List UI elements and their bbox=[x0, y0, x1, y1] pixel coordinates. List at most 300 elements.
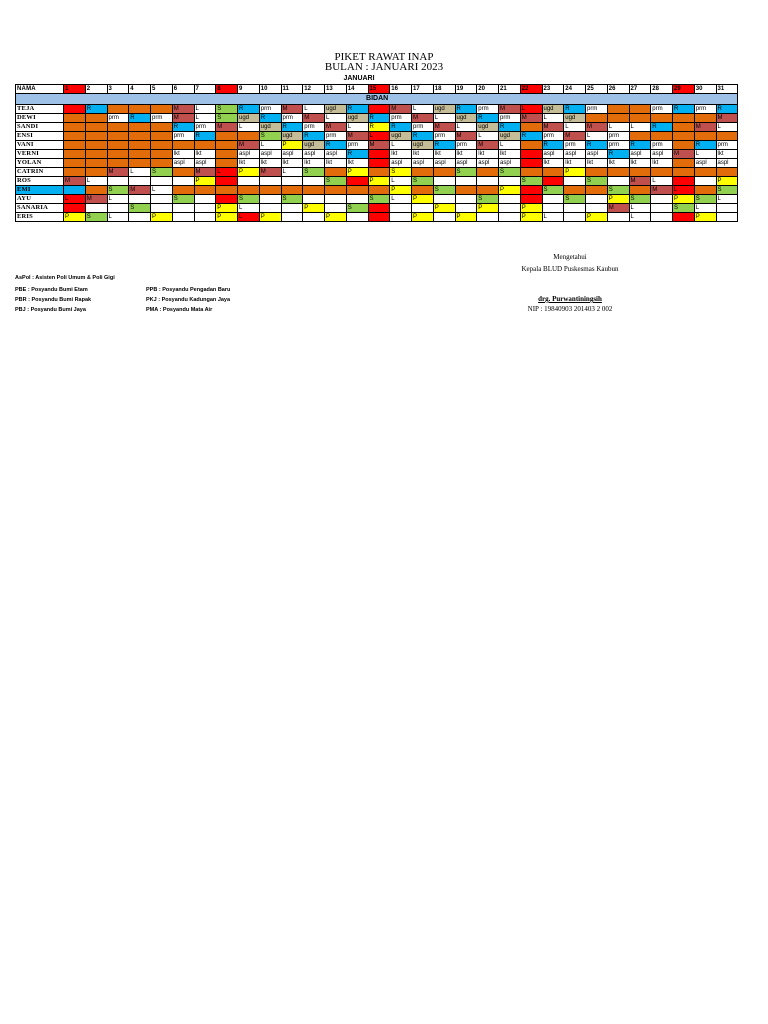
shift-cell bbox=[542, 168, 564, 177]
shift-cell: S bbox=[325, 177, 347, 186]
shift-cell bbox=[673, 213, 695, 222]
shift-cell bbox=[303, 195, 325, 204]
shift-cell bbox=[520, 168, 542, 177]
shift-cell: lkt bbox=[281, 159, 303, 168]
shift-cell bbox=[194, 213, 216, 222]
shift-cell: prm bbox=[651, 105, 673, 114]
shift-cell bbox=[629, 105, 651, 114]
shift-cell bbox=[673, 141, 695, 150]
shift-cell bbox=[564, 186, 586, 195]
shift-cell: L bbox=[477, 132, 499, 141]
shift-cell: aspl bbox=[194, 159, 216, 168]
shift-cell bbox=[129, 177, 151, 186]
shift-cell bbox=[238, 186, 260, 195]
shift-cell bbox=[85, 159, 107, 168]
table-row bbox=[16, 159, 738, 168]
shift-cell bbox=[107, 150, 129, 159]
staff-name: SANARIA bbox=[16, 204, 64, 213]
shift-cell: M bbox=[368, 141, 390, 150]
shift-cell bbox=[303, 186, 325, 195]
shift-cell bbox=[107, 123, 129, 132]
shift-cell bbox=[716, 132, 738, 141]
shift-cell: L bbox=[107, 213, 129, 222]
shift-cell: lkt bbox=[477, 150, 499, 159]
shift-cell bbox=[520, 150, 542, 159]
shift-cell: P bbox=[325, 213, 347, 222]
shift-cell bbox=[64, 204, 86, 213]
shift-cell: lkt bbox=[194, 150, 216, 159]
shift-cell: S bbox=[499, 168, 521, 177]
shift-cell bbox=[477, 213, 499, 222]
table-row bbox=[16, 186, 738, 195]
day-header: 21 bbox=[499, 85, 521, 94]
shift-cell: prm bbox=[455, 141, 477, 150]
legend-ppb: PPB : Posyandu Pengadan Baru bbox=[146, 287, 231, 293]
shift-cell: ugd bbox=[259, 123, 281, 132]
shift-cell: ugd bbox=[390, 132, 412, 141]
shift-cell: lkt bbox=[390, 150, 412, 159]
shift-cell: lkt bbox=[542, 159, 564, 168]
shift-cell bbox=[390, 204, 412, 213]
shift-cell: M bbox=[673, 150, 695, 159]
day-header: 31 bbox=[716, 85, 738, 94]
shift-cell: M bbox=[607, 204, 629, 213]
day-header: 13 bbox=[325, 85, 347, 94]
shift-cell: S bbox=[520, 177, 542, 186]
staff-name: ERIS bbox=[16, 213, 64, 222]
shift-cell bbox=[542, 177, 564, 186]
staff-name: DEWI bbox=[16, 114, 64, 123]
shift-cell: L bbox=[238, 213, 260, 222]
shift-cell bbox=[368, 213, 390, 222]
shift-cell: aspl bbox=[586, 150, 608, 159]
shift-cell: prm bbox=[281, 114, 303, 123]
shift-cell bbox=[85, 150, 107, 159]
shift-cell bbox=[107, 159, 129, 168]
shift-cell bbox=[520, 141, 542, 150]
shift-cell bbox=[64, 123, 86, 132]
shift-cell bbox=[586, 204, 608, 213]
shift-cell: aspl bbox=[412, 159, 434, 168]
legend-pma: PMA : Posyandu Mata Air bbox=[146, 307, 213, 313]
table-row bbox=[16, 177, 738, 186]
shift-cell: L bbox=[346, 123, 368, 132]
shift-cell: P bbox=[564, 168, 586, 177]
table-row bbox=[16, 141, 738, 150]
shift-cell bbox=[64, 168, 86, 177]
shift-cell: ugd bbox=[433, 105, 455, 114]
shift-cell: S bbox=[281, 195, 303, 204]
shift-cell bbox=[586, 168, 608, 177]
shift-cell bbox=[129, 141, 151, 150]
shift-cell bbox=[564, 213, 586, 222]
legend-pbj: PBJ : Posyandu Bumi Jaya bbox=[15, 307, 86, 313]
shift-cell: S bbox=[216, 105, 238, 114]
shift-cell: prm bbox=[694, 105, 716, 114]
shift-cell bbox=[194, 186, 216, 195]
shift-cell bbox=[520, 195, 542, 204]
shift-cell bbox=[477, 186, 499, 195]
shift-cell bbox=[346, 186, 368, 195]
shift-cell: L bbox=[433, 114, 455, 123]
shift-cell: L bbox=[629, 204, 651, 213]
day-header: 12 bbox=[303, 85, 325, 94]
shift-cell: aspl bbox=[238, 150, 260, 159]
shift-cell: S bbox=[433, 186, 455, 195]
shift-cell bbox=[64, 105, 86, 114]
shift-cell: L bbox=[412, 105, 434, 114]
shift-cell: prm bbox=[325, 132, 347, 141]
shift-cell bbox=[433, 177, 455, 186]
shift-cell: L bbox=[281, 168, 303, 177]
shift-cell: S bbox=[303, 168, 325, 177]
shift-cell bbox=[673, 177, 695, 186]
shift-cell bbox=[107, 204, 129, 213]
shift-cell: prm bbox=[607, 132, 629, 141]
header-row bbox=[16, 85, 738, 94]
shift-cell: lkt bbox=[172, 150, 194, 159]
table-row bbox=[16, 195, 738, 204]
shift-cell: ugd bbox=[542, 105, 564, 114]
shift-cell: aspl bbox=[694, 159, 716, 168]
shift-cell bbox=[85, 168, 107, 177]
shift-cell bbox=[607, 213, 629, 222]
day-header: 8 bbox=[216, 85, 238, 94]
shift-cell: prm bbox=[412, 123, 434, 132]
section-label: BIDAN bbox=[16, 94, 738, 105]
shift-cell: P bbox=[520, 204, 542, 213]
day-header: 6 bbox=[172, 85, 194, 94]
shift-cell bbox=[85, 186, 107, 195]
staff-name: VANI bbox=[16, 141, 64, 150]
shift-cell: L bbox=[520, 105, 542, 114]
shift-cell: S bbox=[542, 186, 564, 195]
shift-cell: P bbox=[694, 213, 716, 222]
shift-cell bbox=[216, 177, 238, 186]
signature-name: drg. Purwantiningsih bbox=[538, 295, 602, 303]
shift-cell: P bbox=[412, 195, 434, 204]
shift-cell: prm bbox=[303, 123, 325, 132]
shift-cell bbox=[412, 168, 434, 177]
staff-name: ROS bbox=[16, 177, 64, 186]
shift-cell bbox=[586, 195, 608, 204]
shift-cell: L bbox=[390, 195, 412, 204]
table-row bbox=[16, 168, 738, 177]
shift-cell: aspl bbox=[433, 159, 455, 168]
shift-cell: M bbox=[259, 168, 281, 177]
shift-cell: L bbox=[390, 141, 412, 150]
shift-cell: R bbox=[259, 114, 281, 123]
shift-cell: prm bbox=[172, 132, 194, 141]
day-header: 29 bbox=[673, 85, 695, 94]
shift-cell: ugd bbox=[564, 114, 586, 123]
shift-cell: S bbox=[607, 186, 629, 195]
shift-cell: lkt bbox=[499, 150, 521, 159]
day-header: 19 bbox=[455, 85, 477, 94]
day-header: 2 bbox=[85, 85, 107, 94]
day-header: 15 bbox=[368, 85, 390, 94]
shift-cell bbox=[607, 105, 629, 114]
shift-cell bbox=[455, 195, 477, 204]
shift-cell bbox=[325, 204, 347, 213]
shift-cell: S bbox=[259, 132, 281, 141]
shift-cell: M bbox=[477, 141, 499, 150]
shift-cell bbox=[455, 204, 477, 213]
shift-cell: aspl bbox=[390, 159, 412, 168]
shift-cell: P bbox=[499, 186, 521, 195]
shift-cell bbox=[303, 177, 325, 186]
shift-cell: ugd bbox=[238, 114, 260, 123]
shift-cell: L bbox=[716, 195, 738, 204]
shift-cell bbox=[520, 186, 542, 195]
signature-nip: NIP : 19840903 201403 2 002 bbox=[527, 305, 613, 313]
day-header: 16 bbox=[390, 85, 412, 94]
shift-cell bbox=[542, 204, 564, 213]
shift-cell: M bbox=[216, 123, 238, 132]
shift-cell: P bbox=[586, 213, 608, 222]
shift-cell: S bbox=[673, 204, 695, 213]
shift-cell: aspl bbox=[455, 159, 477, 168]
shift-cell bbox=[520, 159, 542, 168]
table-row bbox=[16, 123, 738, 132]
day-header: 26 bbox=[607, 85, 629, 94]
shift-cell: R bbox=[238, 105, 260, 114]
shift-cell: R bbox=[346, 150, 368, 159]
shift-cell bbox=[172, 204, 194, 213]
shift-cell: L bbox=[629, 213, 651, 222]
shift-cell bbox=[151, 195, 173, 204]
shift-cell bbox=[477, 177, 499, 186]
shift-cell: L bbox=[107, 195, 129, 204]
shift-cell: aspl bbox=[172, 159, 194, 168]
day-header: 4 bbox=[129, 85, 151, 94]
shift-cell bbox=[151, 150, 173, 159]
shift-cell: R bbox=[85, 105, 107, 114]
shift-cell: M bbox=[716, 114, 738, 123]
shift-cell bbox=[216, 150, 238, 159]
shift-cell: M bbox=[238, 141, 260, 150]
day-header: 10 bbox=[259, 85, 281, 94]
shift-cell bbox=[586, 114, 608, 123]
shift-cell: aspl bbox=[564, 150, 586, 159]
shift-cell: R bbox=[477, 114, 499, 123]
shift-cell: M bbox=[325, 123, 347, 132]
shift-cell: R bbox=[716, 105, 738, 114]
shift-cell: S bbox=[694, 195, 716, 204]
shift-cell bbox=[673, 168, 695, 177]
shift-cell: P bbox=[390, 186, 412, 195]
shift-cell bbox=[564, 177, 586, 186]
shift-cell bbox=[325, 186, 347, 195]
shift-cell bbox=[629, 186, 651, 195]
shift-cell bbox=[607, 168, 629, 177]
shift-cell: R bbox=[629, 141, 651, 150]
shift-cell: aspl bbox=[499, 159, 521, 168]
shift-cell bbox=[520, 123, 542, 132]
day-header: 9 bbox=[238, 85, 260, 94]
shift-cell bbox=[542, 195, 564, 204]
shift-cell bbox=[716, 204, 738, 213]
shift-cell: S bbox=[629, 195, 651, 204]
shift-cell: ugd bbox=[412, 141, 434, 150]
shift-cell: M bbox=[455, 132, 477, 141]
shift-cell: prm bbox=[194, 123, 216, 132]
shift-cell bbox=[281, 177, 303, 186]
shift-cell bbox=[499, 195, 521, 204]
shift-cell: R bbox=[520, 132, 542, 141]
day-header: 20 bbox=[477, 85, 499, 94]
shift-cell bbox=[368, 186, 390, 195]
shift-cell: aspl bbox=[629, 150, 651, 159]
shift-cell: M bbox=[542, 123, 564, 132]
shift-cell bbox=[629, 132, 651, 141]
shift-cell bbox=[172, 141, 194, 150]
shift-cell bbox=[194, 141, 216, 150]
shift-cell: ugd bbox=[477, 123, 499, 132]
shift-cell: aspl bbox=[259, 150, 281, 159]
shift-cell bbox=[129, 105, 151, 114]
staff-name: TEJA bbox=[16, 105, 64, 114]
shift-cell bbox=[129, 132, 151, 141]
shift-cell bbox=[673, 159, 695, 168]
shift-cell bbox=[64, 141, 86, 150]
shift-cell: aspl bbox=[325, 150, 347, 159]
schedule-table bbox=[15, 84, 738, 222]
shift-cell: S bbox=[412, 177, 434, 186]
shift-cell bbox=[85, 204, 107, 213]
legend-pbe: PBE : Posyandu Bumi Etam bbox=[15, 287, 88, 293]
shift-cell bbox=[455, 177, 477, 186]
shift-cell: ugd bbox=[325, 105, 347, 114]
shift-cell: L bbox=[607, 123, 629, 132]
shift-cell: L bbox=[64, 195, 86, 204]
shift-cell: lkt bbox=[238, 159, 260, 168]
shift-cell: P bbox=[455, 213, 477, 222]
shift-cell: M bbox=[412, 114, 434, 123]
shift-cell: L bbox=[542, 213, 564, 222]
shift-cell: lkt bbox=[259, 159, 281, 168]
shift-cell: L bbox=[238, 123, 260, 132]
shift-cell: S bbox=[172, 195, 194, 204]
staff-name: SANDI bbox=[16, 123, 64, 132]
shift-cell: M bbox=[346, 132, 368, 141]
shift-cell: lkt bbox=[303, 159, 325, 168]
shift-cell: L bbox=[694, 150, 716, 159]
shift-cell: ugd bbox=[499, 132, 521, 141]
shift-cell bbox=[477, 168, 499, 177]
signature-position: Kepala BLUD Puskesmas Kaubun bbox=[521, 265, 619, 273]
shift-cell bbox=[194, 195, 216, 204]
shift-cell bbox=[694, 114, 716, 123]
shift-cell: P bbox=[520, 213, 542, 222]
shift-cell bbox=[129, 159, 151, 168]
shift-cell bbox=[499, 177, 521, 186]
day-header: 11 bbox=[281, 85, 303, 94]
shift-cell: aspl bbox=[542, 150, 564, 159]
shift-cell: lkt bbox=[629, 159, 651, 168]
shift-cell: S bbox=[564, 195, 586, 204]
shift-cell bbox=[651, 168, 673, 177]
shift-cell bbox=[651, 204, 673, 213]
shift-cell: S bbox=[586, 177, 608, 186]
shift-cell bbox=[368, 150, 390, 159]
shift-cell: S bbox=[390, 168, 412, 177]
shift-cell bbox=[172, 213, 194, 222]
shift-cell: L bbox=[303, 105, 325, 114]
shift-cell: P bbox=[238, 168, 260, 177]
shift-cell bbox=[412, 204, 434, 213]
shift-cell bbox=[151, 105, 173, 114]
shift-cell bbox=[586, 186, 608, 195]
shift-cell: R bbox=[172, 123, 194, 132]
shift-cell bbox=[107, 105, 129, 114]
shift-cell: lkt bbox=[607, 159, 629, 168]
shift-cell bbox=[281, 213, 303, 222]
shift-cell: R bbox=[194, 132, 216, 141]
signature-acknowledged: Mengetahui bbox=[553, 253, 587, 261]
day-header: 24 bbox=[564, 85, 586, 94]
shift-cell: prm bbox=[716, 141, 738, 150]
staff-name: VERNI bbox=[16, 150, 64, 159]
shift-cell bbox=[368, 159, 390, 168]
shift-cell: R bbox=[368, 114, 390, 123]
shift-cell: P bbox=[673, 195, 695, 204]
shift-cell bbox=[694, 132, 716, 141]
shift-cell: prm bbox=[542, 132, 564, 141]
shift-cell: lkt bbox=[455, 150, 477, 159]
shift-cell: L bbox=[651, 177, 673, 186]
document-subtitle: BULAN : JANUARI 2023 bbox=[324, 61, 444, 73]
staff-name: ENSI bbox=[16, 132, 64, 141]
shift-cell: prm bbox=[151, 114, 173, 123]
name-header: NAMA bbox=[16, 85, 64, 94]
day-header: 23 bbox=[542, 85, 564, 94]
shift-cell bbox=[107, 177, 129, 186]
shift-cell: R bbox=[390, 123, 412, 132]
shift-cell: lkt bbox=[564, 159, 586, 168]
legend-pbr: PBR : Posyandu Bumi Rapak bbox=[15, 297, 92, 303]
shift-cell: M bbox=[281, 105, 303, 114]
shift-cell bbox=[129, 123, 151, 132]
shift-cell bbox=[499, 213, 521, 222]
shift-cell bbox=[151, 159, 173, 168]
shift-cell: S bbox=[346, 204, 368, 213]
shift-cell: P bbox=[216, 213, 238, 222]
shift-cell bbox=[629, 168, 651, 177]
staff-name: AYU bbox=[16, 195, 64, 204]
shift-cell: prm bbox=[607, 141, 629, 150]
shift-cell: S bbox=[368, 195, 390, 204]
shift-cell: L bbox=[586, 132, 608, 141]
shift-cell: prm bbox=[259, 105, 281, 114]
shift-cell: ugd bbox=[281, 132, 303, 141]
shift-cell bbox=[368, 168, 390, 177]
shift-cell: lkt bbox=[346, 159, 368, 168]
shift-cell bbox=[716, 168, 738, 177]
shift-cell: P bbox=[477, 204, 499, 213]
day-header: 3 bbox=[107, 85, 129, 94]
shift-cell: aspl bbox=[303, 150, 325, 159]
shift-cell bbox=[325, 168, 347, 177]
shift-cell bbox=[673, 123, 695, 132]
table-row bbox=[16, 150, 738, 159]
legend-aspol: AsPol : Asisten Poli Umum & Poli Gigi bbox=[15, 275, 115, 281]
shift-cell: P bbox=[259, 213, 281, 222]
shift-cell: R bbox=[433, 141, 455, 150]
shift-cell: S bbox=[216, 114, 238, 123]
shift-cell: aspl bbox=[651, 150, 673, 159]
shift-cell bbox=[259, 186, 281, 195]
